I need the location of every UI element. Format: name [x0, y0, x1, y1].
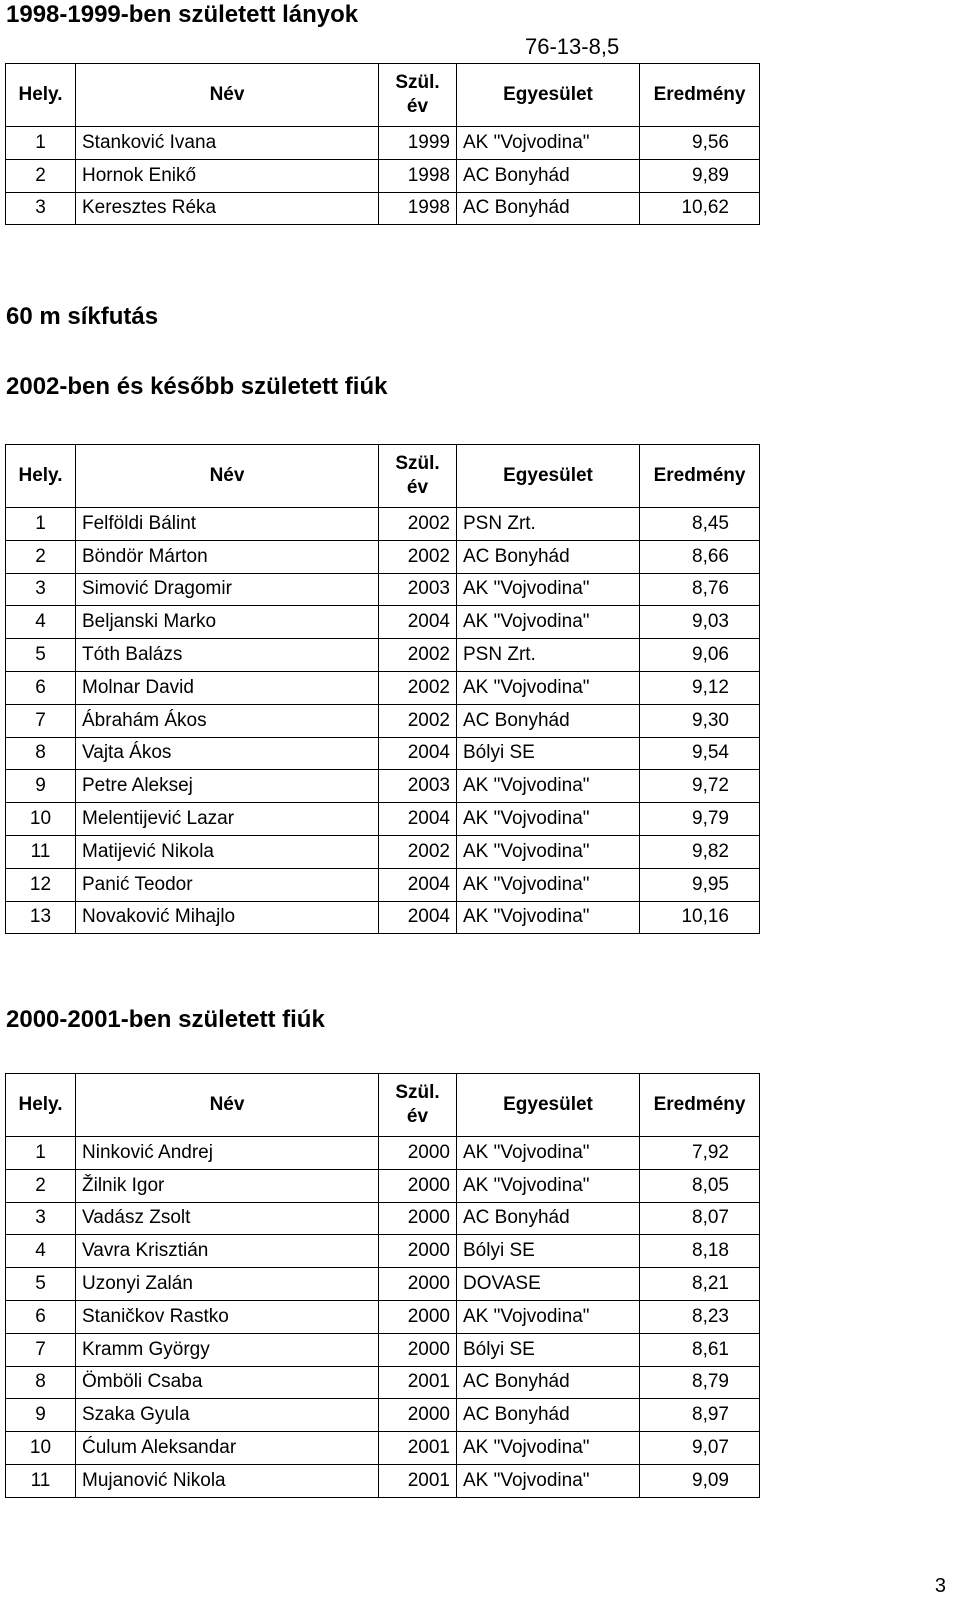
birth-year-cell: 2000: [379, 1399, 457, 1432]
table-row: [6, 508, 760, 541]
club-cell: DOVASE: [457, 1268, 640, 1301]
club-cell: Bólyi SE: [457, 1235, 640, 1268]
birth-year-header: Szül. év: [379, 64, 457, 127]
result-cell: 8,05: [640, 1169, 760, 1202]
place-cell: 9: [6, 1399, 76, 1432]
place-cell: 5: [6, 1268, 76, 1301]
name-cell: Novaković Mihajlo: [76, 901, 379, 934]
place-header: Hely.: [6, 64, 76, 127]
birth-year-cell: 2002: [379, 835, 457, 868]
name-cell: Uzonyi Zalán: [76, 1268, 379, 1301]
table-row: [6, 159, 760, 192]
table-row: [6, 671, 760, 704]
name-cell: Stanković Ivana: [76, 127, 379, 160]
club-cell: AK "Vojvodina": [457, 868, 640, 901]
birth-year-header: Szül. év: [379, 1074, 457, 1137]
result-cell: 8,07: [640, 1202, 760, 1235]
club-cell: Bólyi SE: [457, 1333, 640, 1366]
birth-year-cell: 2002: [379, 704, 457, 737]
place-cell: 7: [6, 1333, 76, 1366]
place-cell: 10: [6, 1432, 76, 1465]
place-cell: 3: [6, 192, 76, 225]
result-cell: 9,79: [640, 803, 760, 836]
place-cell: 3: [6, 1202, 76, 1235]
club-header: Egyesület: [457, 64, 640, 127]
club-cell: AK "Vojvodina": [457, 1169, 640, 1202]
name-cell: Szaka Gyula: [76, 1399, 379, 1432]
result-cell: 7,92: [640, 1137, 760, 1170]
club-cell: AK "Vojvodina": [457, 606, 640, 639]
club-cell: AK "Vojvodina": [457, 770, 640, 803]
result-cell: 9,82: [640, 835, 760, 868]
table-row: [6, 868, 760, 901]
place-cell: 9: [6, 770, 76, 803]
birth-year-cell: 2003: [379, 573, 457, 606]
name-cell: Mujanović Nikola: [76, 1464, 379, 1497]
birth-year-cell: 2004: [379, 737, 457, 770]
club-cell: Bólyi SE: [457, 737, 640, 770]
birth-year-cell: 2000: [379, 1268, 457, 1301]
table-row: [6, 835, 760, 868]
club-cell: AK "Vojvodina": [457, 1432, 640, 1465]
table-row: [6, 1432, 760, 1465]
result-cell: 9,09: [640, 1464, 760, 1497]
table-row: [6, 803, 760, 836]
club-header: Egyesület: [457, 445, 640, 508]
club-cell: AK "Vojvodina": [457, 1464, 640, 1497]
result-cell: 9,07: [640, 1432, 760, 1465]
table-row: [6, 1235, 760, 1268]
page-number: 3: [934, 1575, 946, 1597]
place-cell: 8: [6, 1366, 76, 1399]
result-cell: 8,66: [640, 540, 760, 573]
result-cell: 9,54: [640, 737, 760, 770]
results-table-boys-2002: [5, 444, 760, 934]
name-cell: Petre Aleksej: [76, 770, 379, 803]
name-cell: Ćulum Aleksandar: [76, 1432, 379, 1465]
result-cell: 8,21: [640, 1268, 760, 1301]
table-header-row: [6, 64, 760, 127]
name-cell: Ábrahám Ákos: [76, 704, 379, 737]
result-cell: 10,16: [640, 901, 760, 934]
result-cell: 9,12: [640, 671, 760, 704]
club-cell: AK "Vojvodina": [457, 1137, 640, 1170]
name-cell: Tóth Balázs: [76, 639, 379, 672]
club-cell: AC Bonyhád: [457, 1366, 640, 1399]
name-cell: Böndör Márton: [76, 540, 379, 573]
name-cell: Vajta Ákos: [76, 737, 379, 770]
name-cell: Vavra Krisztián: [76, 1235, 379, 1268]
club-cell: AC Bonyhád: [457, 192, 640, 225]
place-cell: 1: [6, 508, 76, 541]
club-cell: AK "Vojvodina": [457, 127, 640, 160]
club-cell: AK "Vojvodina": [457, 901, 640, 934]
result-header: Eredmény: [640, 64, 760, 127]
place-cell: 2: [6, 1169, 76, 1202]
name-header: Név: [76, 445, 379, 508]
table-row: [6, 540, 760, 573]
birth-year-cell: 2000: [379, 1235, 457, 1268]
club-cell: PSN Zrt.: [457, 508, 640, 541]
place-cell: 7: [6, 704, 76, 737]
club-cell: AK "Vojvodina": [457, 835, 640, 868]
name-cell: Vadász Zsolt: [76, 1202, 379, 1235]
birth-year-cell: 2000: [379, 1137, 457, 1170]
place-cell: 13: [6, 901, 76, 934]
result-cell: 9,03: [640, 606, 760, 639]
table-row: [6, 606, 760, 639]
birth-year-cell: 1998: [379, 159, 457, 192]
table-row: [6, 1333, 760, 1366]
name-cell: Melentijević Lazar: [76, 803, 379, 836]
club-cell: AK "Vojvodina": [457, 573, 640, 606]
club-cell: AK "Vojvodina": [457, 1300, 640, 1333]
birth-year-cell: 2004: [379, 868, 457, 901]
table-header-row: [6, 445, 760, 508]
name-cell: Keresztes Réka: [76, 192, 379, 225]
birth-year-cell: 2004: [379, 901, 457, 934]
result-cell: 9,56: [640, 127, 760, 160]
club-cell: PSN Zrt.: [457, 639, 640, 672]
place-cell: 2: [6, 540, 76, 573]
name-cell: Felföldi Bálint: [76, 508, 379, 541]
name-cell: Ninković Andrej: [76, 1137, 379, 1170]
place-cell: 8: [6, 737, 76, 770]
heading-girls-1998-1999: 1998-1999-ben született lányok: [6, 1, 359, 28]
table-row: [6, 1202, 760, 1235]
place-header: Hely.: [6, 445, 76, 508]
name-cell: Ömböli Csaba: [76, 1366, 379, 1399]
table-row: [6, 1300, 760, 1333]
table-row: [6, 901, 760, 934]
club-cell: AC Bonyhád: [457, 704, 640, 737]
table-row: [6, 1464, 760, 1497]
table-row: [6, 192, 760, 225]
place-cell: 4: [6, 1235, 76, 1268]
club-header: Egyesület: [457, 1074, 640, 1137]
birth-year-cell: 1999: [379, 127, 457, 160]
results-table-boys-2000-2001: [5, 1073, 760, 1498]
place-header: Hely.: [6, 1074, 76, 1137]
birth-year-cell: 2001: [379, 1464, 457, 1497]
table-row: [6, 573, 760, 606]
place-cell: 2: [6, 159, 76, 192]
birth-year-cell: 2004: [379, 803, 457, 836]
birth-year-cell: 2000: [379, 1333, 457, 1366]
place-cell: 6: [6, 671, 76, 704]
place-cell: 12: [6, 868, 76, 901]
table-row: [6, 1399, 760, 1432]
club-cell: AC Bonyhád: [457, 1399, 640, 1432]
result-cell: 9,89: [640, 159, 760, 192]
birth-year-cell: 2004: [379, 606, 457, 639]
place-cell: 4: [6, 606, 76, 639]
table-row: [6, 639, 760, 672]
place-cell: 6: [6, 1300, 76, 1333]
club-cell: AC Bonyhád: [457, 1202, 640, 1235]
result-cell: 9,06: [640, 639, 760, 672]
result-cell: 9,30: [640, 704, 760, 737]
table-row: [6, 1169, 760, 1202]
birth-year-cell: 2000: [379, 1169, 457, 1202]
table-row: [6, 1137, 760, 1170]
club-cell: AC Bonyhád: [457, 540, 640, 573]
club-cell: AC Bonyhád: [457, 159, 640, 192]
table-header-row: [6, 1074, 760, 1137]
club-cell: AK "Vojvodina": [457, 803, 640, 836]
result-header: Eredmény: [640, 445, 760, 508]
birth-year-header: Szül. év: [379, 445, 457, 508]
name-cell: Žilnik Igor: [76, 1169, 379, 1202]
time-note: 76-13-8,5: [525, 34, 620, 59]
name-cell: Beljanski Marko: [76, 606, 379, 639]
heading-boys-2002: 2002-ben és később született fiúk: [6, 373, 388, 400]
result-cell: 9,95: [640, 868, 760, 901]
result-header: Eredmény: [640, 1074, 760, 1137]
name-cell: Panić Teodor: [76, 868, 379, 901]
birth-year-cell: 2002: [379, 671, 457, 704]
result-cell: 9,72: [640, 770, 760, 803]
result-cell: 10,62: [640, 192, 760, 225]
birth-year-cell: 2002: [379, 508, 457, 541]
result-cell: 8,18: [640, 1235, 760, 1268]
birth-year-cell: 2002: [379, 540, 457, 573]
birth-year-cell: 2002: [379, 639, 457, 672]
result-cell: 8,79: [640, 1366, 760, 1399]
table-row: [6, 737, 760, 770]
name-header: Név: [76, 1074, 379, 1137]
place-cell: 1: [6, 127, 76, 160]
name-cell: Molnar David: [76, 671, 379, 704]
table-row: [6, 1366, 760, 1399]
birth-year-cell: 2000: [379, 1300, 457, 1333]
result-cell: 8,97: [640, 1399, 760, 1432]
birth-year-cell: 2003: [379, 770, 457, 803]
table-row: [6, 1268, 760, 1301]
place-cell: 11: [6, 1464, 76, 1497]
result-cell: 8,45: [640, 508, 760, 541]
place-cell: 11: [6, 835, 76, 868]
results-table-girls-1998-1999: [5, 63, 760, 225]
name-cell: Matijević Nikola: [76, 835, 379, 868]
birth-year-cell: 2000: [379, 1202, 457, 1235]
result-cell: 8,76: [640, 573, 760, 606]
place-cell: 3: [6, 573, 76, 606]
table-row: [6, 770, 760, 803]
heading-event: 60 m síkfutás: [6, 303, 159, 330]
name-cell: Staničkov Rastko: [76, 1300, 379, 1333]
birth-year-cell: 2001: [379, 1432, 457, 1465]
result-cell: 8,23: [640, 1300, 760, 1333]
birth-year-cell: 2001: [379, 1366, 457, 1399]
place-cell: 10: [6, 803, 76, 836]
name-header: Név: [76, 64, 379, 127]
result-cell: 8,61: [640, 1333, 760, 1366]
table-row: [6, 127, 760, 160]
name-cell: Hornok Enikő: [76, 159, 379, 192]
birth-year-cell: 1998: [379, 192, 457, 225]
club-cell: AK "Vojvodina": [457, 671, 640, 704]
name-cell: Simović Dragomir: [76, 573, 379, 606]
place-cell: 5: [6, 639, 76, 672]
name-cell: Kramm György: [76, 1333, 379, 1366]
place-cell: 1: [6, 1137, 76, 1170]
heading-boys-2000-2001: 2000-2001-ben született fiúk: [6, 1006, 325, 1033]
table-row: [6, 704, 760, 737]
